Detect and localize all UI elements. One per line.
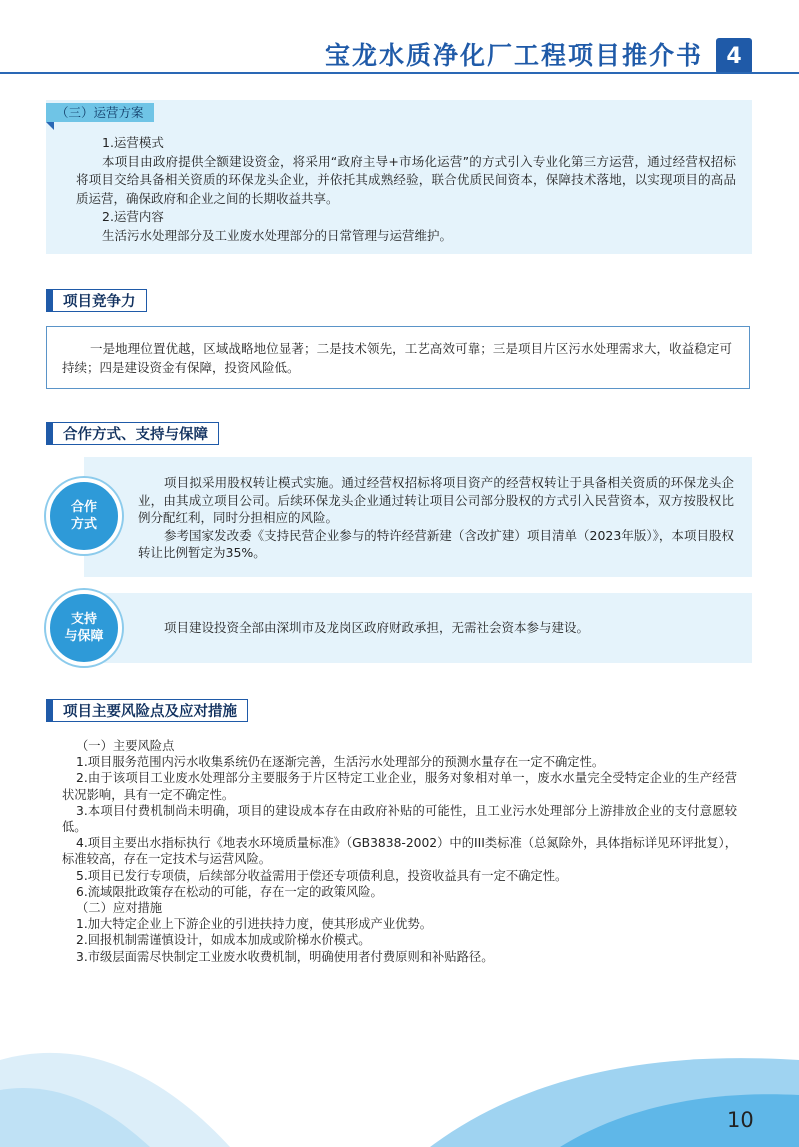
measure-subheading: （二）应对措施 — [76, 901, 163, 916]
risk-item: 2.由于该项目工业废水处理部分主要服务于片区特定工业企业，服务对象相对单一，废水水量完全受特定企业的生产经营状况影响，具有一定不确定性。 — [62, 771, 737, 802]
competitiveness-text: 一是地理位置优越，区域战略地位显著；二是技术领先，工艺高效可靠；三是项目片区污水处理需求大，收益稳定可持续；四是建设资金有保障，投资风险低。 — [62, 341, 732, 375]
cooperation-mode-text — [138, 474, 734, 562]
operation-plan-tag: （三）运营方案 — [46, 103, 154, 122]
section-heading-competitiveness — [46, 289, 147, 312]
cooperation-mode-reference: 参考国家发改委《支持民营企业参与的特许经营新建（含改扩建）项目清单（2023年版）》，本项目股权转让比例暂定为35%。 — [138, 527, 734, 560]
measure-item: 1.加大特定企业上下游企业的引进扶持力度，使其形成产业优势。 — [76, 917, 433, 932]
operation-mode-paragraph: 本项目由政府提供全额建设资金，将采用“政府主导+市场化运营”的方式引入专业化第三方运营，通过经营权招标将项目交给具备相关资质的环保龙头企业，并依托其成熟经验，联合优质民间资本，保障技术落地，以实现项目的高品质运营，确保政府和企业之间的长期收益共享。 — [76, 153, 736, 206]
badge-line: 支持 — [70, 612, 97, 627]
heading-bar — [46, 699, 53, 722]
section-heading-cooperation — [46, 422, 219, 445]
chapter-number-badge: 4 — [716, 38, 752, 74]
heading-label: 合作方式、支持与保障 — [53, 422, 219, 445]
header-divider — [0, 72, 799, 74]
badge-line: 与保障 — [64, 629, 104, 644]
heading-label: 项目主要风险点及应对措施 — [53, 699, 248, 722]
cooperation-mode-badge — [46, 478, 122, 554]
heading-bar — [46, 289, 53, 312]
support-guarantee-badge — [46, 590, 122, 666]
tag-fold-decoration — [46, 122, 54, 130]
heading-label: 项目竞争力 — [53, 289, 147, 312]
measure-item: 3.市级层面需尽快制定工业废水收费机制，明确使用者付费原则和补贴路径。 — [76, 949, 494, 964]
risk-item: 6.流域限批政策存在松动的可能，存在一定的政策风险。 — [76, 884, 383, 899]
heading-bar — [46, 422, 53, 445]
page-number: 10 — [727, 1108, 754, 1132]
risk-subheading: （一）主要风险点 — [76, 739, 175, 753]
operation-content-paragraph: 生活污水处理部分及工业废水处理部分的日常管理与运营维护。 — [102, 227, 453, 243]
badge-line: 方式 — [70, 517, 97, 532]
operation-plan-text — [76, 134, 736, 245]
risk-item: 1.项目服务范围内污水收集系统仍在逐渐完善，生活污水处理部分的预测水量存在一定不确定性。 — [76, 755, 605, 770]
badge-line: 合作 — [70, 500, 97, 515]
risk-item: 3.本项目付费机制尚未明确，项目的建设成本存在由政府补贴的可能性，且工业污水处理部分上游排放企业的支付意愿较低。 — [62, 803, 737, 835]
measure-item: 2.回报机制需谨慎设计，如成本加成或阶梯水价模式。 — [76, 933, 371, 948]
risks-text — [62, 738, 737, 965]
bottom-wave-decoration — [0, 1020, 799, 1147]
operation-subtitle-content: 2.运营内容 — [102, 209, 164, 224]
risk-item: 4.项目主要出水指标执行《地表水环境质量标准》（GB3838-2002）中的III类标准（总氮除外，具体指标详见环评批复），标准较高，存在一定技术与运营风险。 — [62, 836, 737, 867]
support-guarantee-text: 项目建设投资全部由深圳市及龙岗区政府财政承担，无需社会资本参与建设。 — [164, 620, 590, 635]
cooperation-mode-paragraph: 项目拟采用股权转让模式实施。通过经营权招标将项目资产的经营权转让于具备相关资质的环保龙头企业，由其成立项目公司。后续环保龙头企业通过转让项目公司部分股权的方式引入民营资本，双方按股权比例分配红利，同时分担相应的风险。 — [138, 475, 734, 525]
section-heading-risks — [46, 699, 248, 722]
risk-item: 5.项目已发行专项债，后续部分收益需用于偿还专项债利息，投资收益具有一定不确定性。 — [76, 868, 568, 883]
operation-subtitle-mode: 1.运营模式 — [102, 135, 164, 150]
document-title: 宝龙水质净化厂工程项目推介书 — [324, 41, 703, 70]
